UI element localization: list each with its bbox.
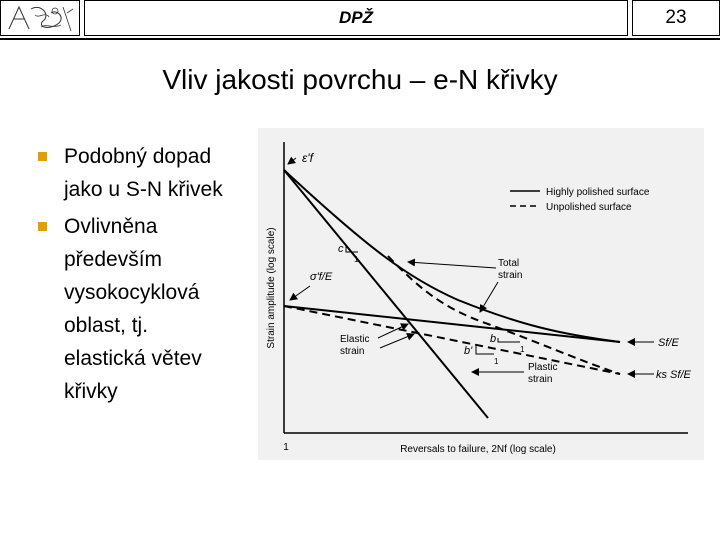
strain-life-diagram <box>258 128 704 460</box>
label-ks-Sf-E: ks Sf/E <box>656 369 691 381</box>
square-bullet-icon <box>38 222 47 231</box>
bullet-list <box>36 140 272 412</box>
label-ef: ε'f <box>302 151 313 165</box>
x-axis-label: Reversals to failure, 2Nf (log scale) <box>400 444 556 455</box>
label-c: c <box>338 243 344 255</box>
square-bullet-icon <box>38 152 47 161</box>
logo <box>0 0 80 36</box>
page-number: 23 <box>632 0 720 36</box>
label-b: b <box>490 333 497 345</box>
label-sf-e: σ'f/E <box>310 271 333 283</box>
label-elastic-1: Elastic <box>340 334 370 345</box>
bullet-text: vysokocyklová <box>64 281 200 304</box>
bullet-text: Podobný dopad <box>64 145 212 168</box>
bullet-text: především <box>64 248 163 271</box>
legend-dashed-label: Unpolished surface <box>546 202 632 213</box>
university-logo-icon <box>1 1 79 35</box>
origin-label: 1 <box>283 442 289 453</box>
label-plastic-1: Plastic <box>528 362 558 373</box>
label-plastic-2: strain <box>528 374 553 385</box>
label-elastic-2: strain <box>340 346 365 357</box>
bullet-text: Ovlivněna <box>64 215 158 238</box>
bullet-item <box>36 140 272 206</box>
bullet-text: elastická větev <box>64 347 202 370</box>
header-rule <box>0 38 720 40</box>
label-b-prime-one: 1 <box>494 357 499 366</box>
label-b-one: 1 <box>520 345 525 354</box>
label-Sf-E: Sf/E <box>658 337 679 349</box>
label-total-1: Total <box>498 258 520 269</box>
bullet-text: oblast, tj. <box>64 314 149 337</box>
slide-title: Vliv jakosti povrchu – e-N křivky <box>162 64 558 95</box>
label-c-one: 1 <box>354 255 359 264</box>
header-title-box <box>84 0 628 36</box>
slide-header <box>0 0 720 40</box>
label-total-2: strain <box>498 270 523 281</box>
label-b-prime: b' <box>464 345 473 357</box>
bullet-item <box>36 210 272 408</box>
header-title: DPŽ <box>339 8 373 27</box>
bullet-text: křivky <box>64 380 118 403</box>
legend-solid-label: Highly polished surface <box>546 187 650 198</box>
bullet-text: jako u S-N křivek <box>64 178 223 201</box>
y-axis-label: Strain amplitude (log scale) <box>266 227 277 349</box>
